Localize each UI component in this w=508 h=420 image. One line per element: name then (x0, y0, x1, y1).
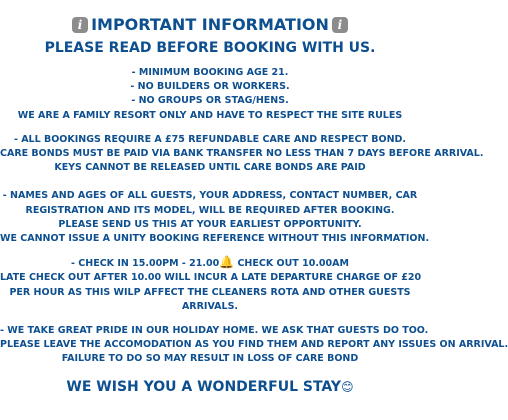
page-subtitle: PLEASE READ BEFORE BOOKING WITH US. (44, 40, 376, 56)
page-title: IMPORTANT INFORMATION (91, 15, 329, 34)
smile-icon: 😊 (341, 379, 354, 394)
checkin-section (0, 255, 420, 314)
registration-line: REGISTRATION AND ITS MODEL, WILL BE REQUIRED AFTER BOOKING. (25, 204, 395, 216)
pride-line: FAILURE TO DO SO MAY RESULT IN LOSS OF CARE BOND (61, 353, 359, 365)
checkin-line: ARRIVALS. (181, 300, 239, 312)
checkin-line: LATE CHECK OUT AFTER 10.00 WILL INCUR A LATE DEPARTURE CHARGE OF £20 (0, 272, 422, 284)
pride-section (0, 324, 508, 367)
registration-section (0, 189, 430, 246)
registration-line: WE CANNOT ISSUE A UNITY BOOKING REFERENCE WITHOUT THIS INFORMATION. (0, 233, 430, 245)
bond-section (0, 133, 484, 176)
checkout-time-text: CHECK OUT 10.00AM (234, 258, 349, 270)
bond-line: KEYS CANNOT BE RELEASED UNTIL CARE BONDS ARE PAID (54, 162, 366, 174)
checkin-time-text: - CHECK IN 15.00PM - 21.00 (71, 258, 220, 270)
info-icon: i (72, 17, 88, 33)
rule-line: - NO GROUPS OR STAG/HENS. (131, 95, 289, 107)
info-icon: i (332, 17, 348, 33)
rule-line: WE ARE A FAMILY RESORT ONLY AND HAVE TO RESPECT THE SITE RULES (17, 109, 403, 121)
checkin-times (0, 255, 420, 271)
title-row (0, 14, 420, 36)
rules-section (0, 66, 420, 123)
closing-message (0, 377, 420, 397)
rule-line: - NO BUILDERS OR WORKERS. (130, 81, 290, 93)
registration-line: - NAMES AND AGES OF ALL GUESTS, YOUR ADDRESS, CONTACT NUMBER, CAR (2, 190, 418, 202)
bond-line: CARE BONDS MUST BE PAID VIA BANK TRANSFER NO LESS THAN 7 DAYS BEFORE ARRIVAL. (0, 148, 484, 160)
registration-line: PLEASE SEND US THIS AT YOUR EARLIEST OPPORTUNITY. (58, 218, 362, 230)
closing-text: WE WISH YOU A WONDERFUL STAY (66, 378, 342, 395)
checkin-line: PER HOUR AS THIS WILP AFFECT THE CLEANERS ROTA AND OTHER GUESTS (9, 286, 411, 298)
rule-line: - MINIMUM BOOKING AGE 21. (131, 67, 289, 78)
pride-line: - WE TAKE GREAT PRIDE IN OUR HOLIDAY HOME. WE ASK THAT GUESTS DO TOO. (0, 325, 429, 337)
bell-icon: 🔔 (219, 255, 235, 270)
bond-line: - ALL BOOKINGS REQUIRE A £75 REFUNDABLE CARE AND RESPECT BOND. (13, 133, 407, 145)
pride-line: PLEASE LEAVE THE ACCOMODATION AS YOU FIND THEM AND REPORT ANY ISSUES ON ARRIVAL. (0, 339, 508, 351)
